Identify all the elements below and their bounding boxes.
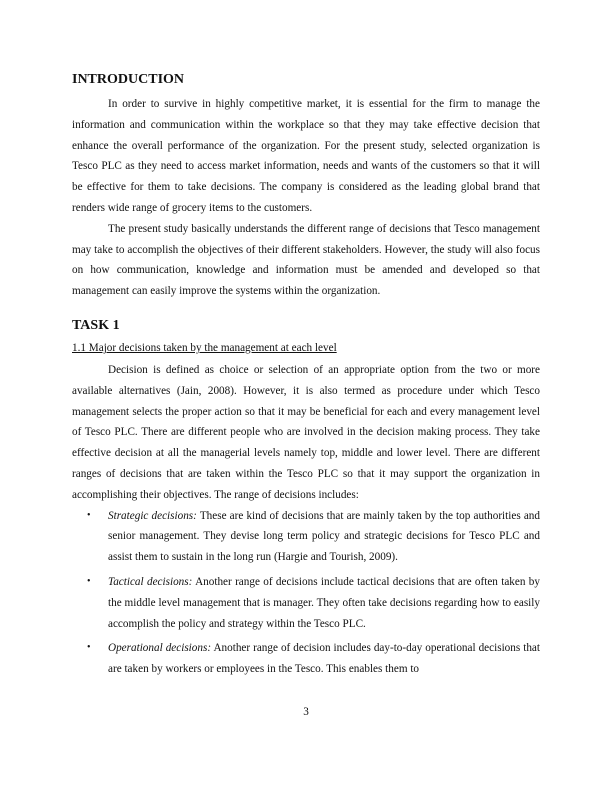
bullet-term: Operational decisions: — [108, 642, 212, 655]
list-item — [72, 638, 540, 680]
decision-types-list — [72, 506, 540, 680]
bullet-text: Another range of decisions include tactical decisions that are often taken by the middle level management that is manager. They often take decisions regarding how to easily accomplish the policy and strategy within the Tesco PLC. — [108, 575, 540, 630]
introduction-heading: INTRODUCTION — [72, 72, 185, 87]
bullet-icon: • — [87, 642, 91, 654]
list-item — [72, 506, 540, 568]
bullet-term: Strategic decisions: — [108, 509, 197, 522]
bullet-text: These are kind of decisions that are mainly taken by the top authorities and senior management. They devise long term policy and strategic decisions for Tesco PLC and assist them to sustain in the long run (Hargie and Tourish, 2009). — [108, 509, 540, 564]
bullet-icon: • — [87, 509, 91, 521]
task1-heading: TASK 1 — [72, 317, 120, 333]
task1-subheading: 1.1 Major decisions taken by the management at each level — [72, 341, 337, 354]
document-page — [72, 72, 540, 684]
bullet-term: Tactical decisions: — [108, 575, 193, 588]
bullet-text: Another range of decision includes day-to-day operational decisions that are taken by workers or employees in the Tesco. This enables them to — [108, 642, 540, 676]
introduction-paragraph-2: The present study basically understands the different range of decisions that Tesco management may take to accomplish the objectives of their different stakeholders. However, the study will also focus on how communication, knowledge and information must be amended and developed so that management can easily improve the systems within the organization. — [72, 222, 540, 298]
introduction-paragraph-1: In order to survive in highly competitive market, it is essential for the firm to manage the information and communication within the workplace so that they may take effective decision that enhance the overall performance of the organization. For the present study, selected organization is Tesco PLC as they need to access market information, needs and wants of the customers so that it will be effective for them to take decisions. The company is considered as the leading global brand that renders wide range of grocery items to the customers. — [72, 98, 540, 214]
task1-paragraph: Decision is defined as choice or selection of an appropriate option from the two or more available alternatives (Jain, 2008). However, it is also termed as procedure under which Tesco management selects the proper action so that it may be beneficial for each and every management level of Tesco PLC. There are different people who are involved in the decision making process. They take effective decision at all the managerial levels namely top, middle and lower level. There are different ranges of decisions that are taken within the Tesco PLC so that it may support the organization in accomplishing their objectives. The range of decisions includes: — [72, 363, 540, 501]
list-item — [72, 572, 540, 634]
page-number: 3 — [303, 706, 309, 718]
bullet-icon: • — [87, 575, 91, 587]
